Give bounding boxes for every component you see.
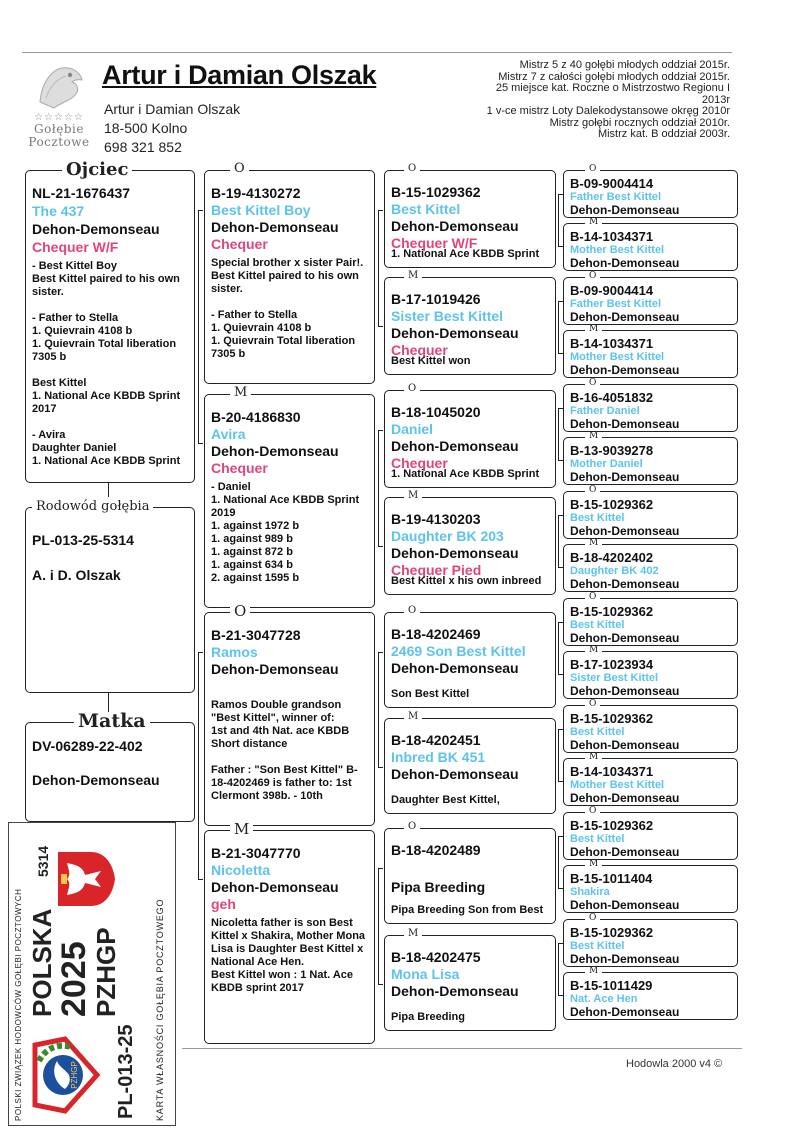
gen4-card[interactable] <box>563 972 738 1020</box>
pigeon-name: 2469 Son Best Kittel <box>391 643 526 659</box>
ring-number: B-18-1045020 <box>391 404 481 420</box>
ring-number: B-15-1029362 <box>570 497 654 512</box>
parent-label: O <box>230 162 249 175</box>
pigeon-name: Ramos <box>211 644 258 660</box>
gen4-card[interactable] <box>563 277 738 325</box>
breed: Dehon-Demonseau <box>570 524 680 538</box>
tree-bracket <box>558 622 563 675</box>
parent-label: O <box>404 822 420 832</box>
pigeon-name: Father Best Kittel <box>570 298 662 310</box>
gen4-card[interactable] <box>563 330 738 378</box>
ring-number: B-18-4202469 <box>391 626 481 642</box>
description: - Daniel 1. National Ace KBDB Sprint 2019 1. against 1972 b 1. against 989 b 1. against 872 b 1. against 634 b 2. against 1595 b <box>211 481 360 584</box>
ring-number: B-14-1034371 <box>570 229 654 244</box>
breed: Dehon-Demonseau <box>570 738 680 752</box>
gen4-card[interactable] <box>563 223 738 271</box>
pigeon-name: Father Daniel <box>570 405 640 417</box>
gen4-card[interactable] <box>563 170 738 218</box>
description: Nicoletta father is son Best Kittel x Shakira, Mother Mona Lisa is Daughter Best Kittel x National Ace Hen. Best Kittel won : 1 Nat. Ace KBDB sprint 2017 <box>211 917 366 994</box>
ring-number: B-15-1029362 <box>391 184 481 200</box>
feather-color: Chequer W/F <box>391 235 478 251</box>
parent-label: O <box>585 486 600 495</box>
ring-number: B-21-3047728 <box>211 627 301 643</box>
pigeon-name: Nicoletta <box>211 862 271 878</box>
breed: Dehon-Demonseau <box>211 219 339 235</box>
tree-bracket <box>378 210 383 327</box>
father-color: Chequer W/F <box>32 239 119 255</box>
gen3-card[interactable] <box>384 497 556 595</box>
pigeon-name: Best Kittel <box>391 201 461 217</box>
gen4-card[interactable] <box>563 758 738 806</box>
breed: Dehon-Demonseau <box>570 1005 680 1019</box>
achievement: 1 v-ce mistrz Loty Dalekodystansowe okręg 2010r <box>486 105 730 117</box>
tree-bracket <box>558 515 563 568</box>
ring-number: B-14-1034371 <box>570 764 654 779</box>
description: 1. National Ace KBDB Sprint <box>391 248 540 260</box>
pigeon-name: Inbred BK 451 <box>391 749 486 765</box>
mother-label: Matka <box>74 712 150 731</box>
breed: Dehon-Demonseau <box>570 952 680 966</box>
pigeon-name: Best Kittel Boy <box>211 202 311 218</box>
card-country: POLSKA <box>27 908 57 1017</box>
tree-bracket <box>558 408 563 461</box>
breed: Dehon-Demonseau <box>570 845 680 859</box>
parent-label: M <box>230 386 251 399</box>
ring-number: B-17-1023934 <box>570 657 654 672</box>
pigeon-head-icon <box>32 58 86 112</box>
ring-number: B-18-4202475 <box>391 949 481 965</box>
breeder-address: 18-500 Kolno <box>104 120 188 136</box>
description: Pipa Breeding Son from Best <box>391 904 544 916</box>
father-description: - Best Kittel Boy Best Kittel paired to his own sister. - Father to Stella 1. Quievrain 4108 b 1. Quievrain Total liberation 7305 b Best Kittel 1. National Ace KBDB Sprint 2017 - Avira Daughter Daniel 1. National Ace KBDB Sprint <box>32 260 181 467</box>
pigeon-name: Daughter BK 402 <box>570 565 659 577</box>
gen2-card[interactable] <box>204 170 375 384</box>
parent-label: M <box>585 646 602 655</box>
achievement: Mistrz 7 z całości gołębi młodych oddział 2015r. <box>498 70 730 83</box>
card-year: 2025 <box>55 941 93 1017</box>
feather-color: Chequer <box>211 236 268 252</box>
gen3-card[interactable] <box>384 718 556 814</box>
gen2-card[interactable] <box>204 830 375 1044</box>
breed: Dehon-Demonseau <box>391 325 519 341</box>
description: Son Best Kittel <box>391 688 470 700</box>
breed: Dehon-Demonseau <box>391 218 519 234</box>
achievements-list <box>430 60 730 141</box>
pigeon-name: Shakira <box>570 886 610 898</box>
gen3-card[interactable] <box>384 612 556 708</box>
tree-bracket <box>378 652 383 768</box>
ring-number: B-20-4186830 <box>211 409 301 425</box>
parent-label: O <box>230 604 250 619</box>
connector-line <box>108 483 109 497</box>
badge-text: PZHGP <box>70 1061 79 1089</box>
breed: Dehon-Demonseau <box>570 631 680 645</box>
ring-number: B-15-1011429 <box>570 978 653 993</box>
breed: Dehon-Demonseau <box>391 766 519 782</box>
footer-rule <box>182 1048 742 1049</box>
logo-text-2: Pocztowe <box>28 135 90 149</box>
tree-bracket <box>558 194 563 247</box>
parent-label: M <box>585 432 602 441</box>
pedigree-label: Rodowód gołębia <box>32 500 153 513</box>
father-ring: NL-21-1676437 <box>32 185 131 201</box>
gen4-card[interactable] <box>563 705 738 753</box>
gen4-card[interactable] <box>563 598 738 646</box>
parent-label: O <box>585 700 600 709</box>
tree-bracket <box>558 301 563 354</box>
gen2-card[interactable] <box>204 612 375 826</box>
breed: Dehon-Demonseau <box>211 661 339 677</box>
card-caption: KARTA WŁASNOŚCI GOŁĘBIA POCZTOWEGO <box>155 898 165 1121</box>
tree-bracket <box>198 652 203 880</box>
feather-color: Chequer <box>391 455 448 471</box>
parent-label: O <box>585 914 600 923</box>
card-number: 5314 <box>35 845 51 877</box>
breeder-name: Artur i Damian Olszak <box>104 101 241 117</box>
ring-number: B-15-1029362 <box>570 604 654 619</box>
ring-number: B-18-4202402 <box>570 550 654 565</box>
mother-ring: DV-06289-22-402 <box>32 738 143 754</box>
gen4-card[interactable] <box>563 437 738 485</box>
gen3-card[interactable] <box>384 828 556 924</box>
achievement: Mistrz 5 z 40 gołębi młodych oddział 2015r. <box>519 59 730 71</box>
pigeon-name: Best Kittel <box>570 833 625 845</box>
gen4-card[interactable] <box>563 384 738 432</box>
parent-label: M <box>404 271 422 281</box>
ring-number: B-18-4202451 <box>391 732 481 748</box>
parent-label: M <box>404 929 422 939</box>
ring-number: B-15-1029362 <box>570 711 654 726</box>
father-breed: Dehon-Demonseau <box>32 221 160 237</box>
gen4-card[interactable] <box>563 919 738 967</box>
card-code: PZHGP <box>91 927 121 1017</box>
breed: Pipa Breeding <box>391 879 486 895</box>
ring-number: B-19-4130272 <box>211 185 301 201</box>
card-org: POLSKI ZWIĄZEK HODOWCÓW GOŁĘBI POCZTOWYCH <box>14 888 23 1121</box>
parent-label: M <box>404 712 422 722</box>
breed: Dehon-Demonseau <box>391 438 519 454</box>
breed: Dehon-Demonseau <box>570 898 680 912</box>
parent-label: O <box>404 164 420 174</box>
gen3-card[interactable] <box>384 390 556 488</box>
description: Best Kittel x his own inbreed <box>391 575 542 587</box>
pigeon-name: Best Kittel <box>570 726 625 738</box>
ring-number: B-14-1034371 <box>570 336 654 351</box>
ring-number: B-15-1029362 <box>570 818 654 833</box>
breed: Dehon-Demonseau <box>391 660 519 676</box>
father-label: Ojciec <box>62 161 132 179</box>
feather-color: Chequer <box>391 342 448 358</box>
achievement: Mistrz kat. B oddział 2003r. <box>597 128 730 140</box>
tree-bracket <box>378 868 383 985</box>
description: 1. National Ace KBDB Sprint <box>391 468 540 480</box>
parent-label: O <box>404 384 420 394</box>
pigeon-name: Mother Best Kittel <box>570 244 665 256</box>
breed: Dehon-Demonseau <box>570 417 680 431</box>
subject-ring: PL-013-25-5314 <box>32 532 134 548</box>
parent-label: O <box>585 165 600 174</box>
logo-text-1: Gołębie <box>34 122 84 136</box>
parent-label: O <box>404 606 420 616</box>
gen4-card[interactable] <box>563 651 738 699</box>
breeder-phone: 698 321 852 <box>104 139 182 155</box>
parent-label: M <box>230 822 253 837</box>
parent-label: O <box>585 593 600 602</box>
description: Best Kittel won <box>391 355 471 367</box>
father-card[interactable] <box>25 170 195 483</box>
footer-text: Hodowla 2000 v4 © <box>626 1058 723 1070</box>
breed: Dehon-Demonseau <box>570 256 680 270</box>
father-name: The 437 <box>32 203 85 219</box>
breed: Dehon-Demonseau <box>570 791 680 805</box>
pigeon-name: Best Kittel <box>570 940 625 952</box>
pigeon-name: Best Kittel <box>570 512 625 524</box>
pigeon-name: Nat. Ace Hen <box>570 993 638 1005</box>
pigeon-name: Father Best Kittel <box>570 191 662 203</box>
description: Special brother x sister Pair!. Best Kittel paired to his own sister. - Father to Stella 1. Quievrain 4108 b 1. Quievrain Total liberation 7305 b <box>211 257 364 360</box>
tree-bracket <box>558 836 563 889</box>
gen3-card[interactable] <box>384 277 556 375</box>
mother-breed: Dehon-Demonseau <box>32 772 160 788</box>
feather-color: Chequer Pied <box>391 562 482 578</box>
breed: Dehon-Demonseau <box>570 310 680 324</box>
ring-number: B-17-1019426 <box>391 291 481 307</box>
logo <box>22 58 96 158</box>
ring-number: B-19-4130203 <box>391 511 481 527</box>
parent-label: M <box>585 967 602 976</box>
pigeon-name: Daniel <box>391 421 434 437</box>
description: Ramos Double grandson "Best Kittel", winner of: 1st and 4th Nat. ace KBDB Short distance Father : "Son Best Kittel" B-18-4202469 is father to: 1st Clermont 398b. - 10th <box>211 699 358 802</box>
description: Pipa Breeding <box>391 1011 465 1023</box>
header-rule <box>22 52 732 53</box>
tree-bracket <box>198 210 203 444</box>
pigeon-name: Sister Best Kittel <box>570 672 659 684</box>
ring-number: B-13-9039278 <box>570 443 654 458</box>
pigeon-name: Mother Best Kittel <box>570 351 665 363</box>
breed: Dehon-Demonseau <box>570 577 680 591</box>
ring-number: B-15-1011404 <box>570 871 653 886</box>
achievement: Mistrz gołębi rocznych oddział 2010r. <box>549 116 730 129</box>
ring-number: B-09-9004414 <box>570 283 654 298</box>
breed: Dehon-Demonseau <box>211 443 339 459</box>
pigeon-name: Mother Best Kittel <box>570 779 665 791</box>
tree-bracket <box>558 943 563 996</box>
subject-owner: A. i D. Olszak <box>32 567 121 583</box>
description: Daughter Best Kittel, <box>391 794 500 806</box>
pigeon-name: Mother Daniel <box>570 458 643 470</box>
mother-card[interactable] <box>25 722 195 822</box>
eagle-emblem-icon <box>55 849 117 909</box>
pigeon-name: Daughter BK 203 <box>391 528 504 544</box>
ring-number: B-15-1029362 <box>570 925 654 940</box>
pigeon-name: Avira <box>211 426 246 442</box>
parent-label: O <box>585 272 600 281</box>
ring-number: B-21-3047770 <box>211 845 301 861</box>
tree-bracket <box>378 430 383 547</box>
breed: Dehon-Demonseau <box>211 879 339 895</box>
parent-label: O <box>585 379 600 388</box>
gen3-card[interactable] <box>384 170 556 268</box>
card-ring: PL-013-25 <box>115 1024 137 1119</box>
gen4-card[interactable] <box>563 544 738 592</box>
pigeon-name: Sister Best Kittel <box>391 308 504 324</box>
parent-label: M <box>585 753 602 762</box>
achievement: 2013r <box>701 93 730 106</box>
parent-label: M <box>585 539 602 548</box>
gen3-card[interactable] <box>384 935 556 1031</box>
breed: Dehon-Demonseau <box>570 470 680 484</box>
parent-label: M <box>404 491 422 501</box>
feather-color: geh <box>211 896 236 912</box>
gen2-card[interactable] <box>204 394 375 608</box>
breeder-title: Artur i Damian Olszak <box>102 60 377 90</box>
ring-number: B-09-9004414 <box>570 176 654 191</box>
pzhgp-badge-icon <box>25 1031 103 1119</box>
pedigree-subject-card[interactable] <box>25 507 195 693</box>
breed: Dehon-Demonseau <box>391 983 519 999</box>
pigeon-name: Mona Lisa <box>391 966 460 982</box>
parent-label: O <box>585 807 600 816</box>
parent-label: M <box>585 860 602 869</box>
ring-number: B-16-4051832 <box>570 390 654 405</box>
stars: ☆☆☆☆☆ <box>34 112 84 123</box>
breed: Dehon-Demonseau <box>570 363 680 377</box>
gen4-card[interactable] <box>563 812 738 860</box>
breed: Dehon-Demonseau <box>570 203 680 217</box>
parent-label: M <box>585 218 602 227</box>
ring-number: B-18-4202489 <box>391 842 481 858</box>
parent-label: M <box>585 325 602 334</box>
feather-color: Chequer <box>211 460 268 476</box>
ownership-card <box>8 822 176 1126</box>
gen4-card[interactable] <box>563 491 738 539</box>
gen4-card[interactable] <box>563 865 738 913</box>
achievement: 25 miejsce kat. Roczne o Mistrzostwo Regionu I <box>495 82 730 94</box>
pigeon-name: Best Kittel <box>570 619 625 631</box>
tree-bracket <box>558 729 563 782</box>
breed: Dehon-Demonseau <box>391 545 519 561</box>
breed: Dehon-Demonseau <box>570 684 680 698</box>
